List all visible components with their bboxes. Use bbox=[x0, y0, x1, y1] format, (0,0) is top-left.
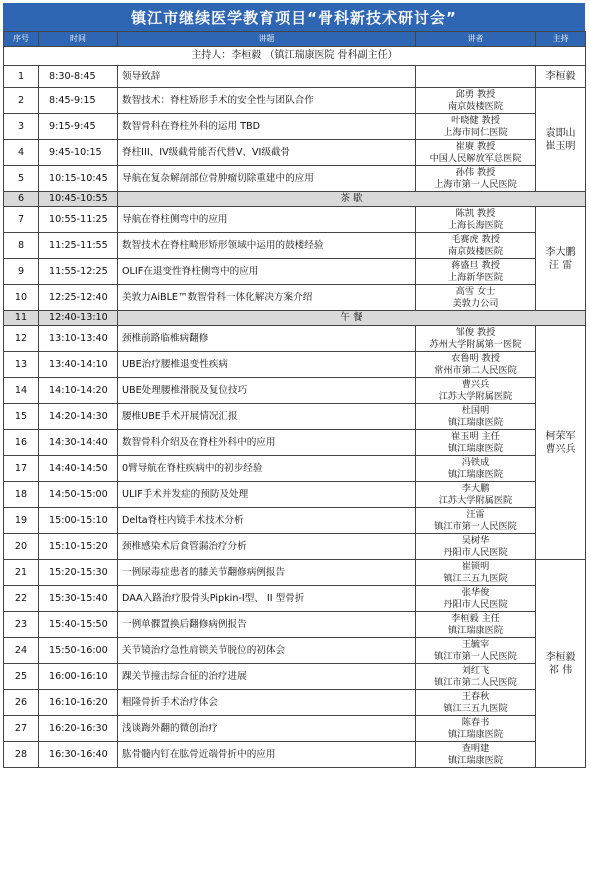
row-speaker bbox=[416, 690, 536, 716]
row-speaker bbox=[416, 560, 536, 586]
col-header-time: 时间 bbox=[39, 32, 118, 47]
speaker-name: 曹兴兵 bbox=[461, 378, 490, 390]
speaker-org: 镇江三五九医院 bbox=[443, 702, 508, 714]
col-header-index: 序号 bbox=[4, 32, 39, 47]
row-index: 2 bbox=[4, 88, 39, 114]
row-index: 5 bbox=[4, 166, 39, 192]
row-speaker bbox=[416, 285, 536, 311]
row-time: 12:40-13:10 bbox=[39, 311, 118, 326]
speaker-org: 中国人民解放军总医院 bbox=[429, 152, 522, 164]
row-time: 10:45-10:55 bbox=[39, 192, 118, 207]
row-index: 24 bbox=[4, 638, 39, 664]
speaker-name: 刘红飞 bbox=[461, 664, 490, 676]
table-row bbox=[4, 716, 586, 742]
speaker-org: 常州市第二人民医院 bbox=[434, 364, 517, 376]
table-row bbox=[4, 560, 586, 586]
speaker-name: 汪雷 bbox=[466, 508, 485, 520]
row-time: 14:30-14:40 bbox=[39, 430, 118, 456]
host-name: 袁即山 bbox=[545, 127, 576, 139]
row-topic: 数智技术：脊柱矫形手术的安全性与团队合作 bbox=[118, 88, 416, 114]
row-speaker bbox=[416, 456, 536, 482]
row-topic: 导航在脊柱侧弯中的应用 bbox=[118, 207, 416, 233]
row-index: 10 bbox=[4, 285, 39, 311]
speaker-org: 丹阳市人民医院 bbox=[443, 598, 508, 610]
table-row bbox=[4, 88, 586, 114]
row-index: 6 bbox=[4, 192, 39, 207]
row-index: 28 bbox=[4, 742, 39, 768]
table-row bbox=[4, 430, 586, 456]
row-index: 18 bbox=[4, 482, 39, 508]
row-time: 9:15-9:45 bbox=[39, 114, 118, 140]
row-topic: DAA入路治疗股骨头Pipkin-I型、 II 型骨折 bbox=[118, 586, 416, 612]
table-row bbox=[4, 378, 586, 404]
speaker-org: 江苏大学附属医院 bbox=[438, 390, 513, 402]
speaker-name: 杜国明 bbox=[461, 404, 490, 416]
row-topic: 踝关节撞击综合征的治疗进展 bbox=[118, 664, 416, 690]
host-name: 曹兴兵 bbox=[545, 443, 576, 455]
break-label: 午 餐 bbox=[118, 311, 586, 326]
row-index: 11 bbox=[4, 311, 39, 326]
table-row bbox=[4, 404, 586, 430]
row-index: 19 bbox=[4, 508, 39, 534]
row-speaker bbox=[416, 326, 536, 352]
speaker-org: 上海新华医院 bbox=[447, 271, 504, 283]
host-cell bbox=[536, 88, 586, 192]
row-time: 11:55-12:25 bbox=[39, 259, 118, 285]
speaker-org: 南京鼓楼医院 bbox=[447, 245, 504, 257]
table-row bbox=[4, 207, 586, 233]
speaker-org: 镇江市第二人民医院 bbox=[434, 676, 517, 688]
speaker-name: 蒋盛旦 教授 bbox=[451, 259, 500, 271]
row-time: 15:20-15:30 bbox=[39, 560, 118, 586]
host-cell bbox=[536, 207, 586, 311]
table-row bbox=[4, 66, 586, 88]
speaker-name: 王毓宰 bbox=[461, 638, 490, 650]
speaker-org: 镇江瑞康医院 bbox=[447, 728, 504, 740]
speaker-org: 镇江瑞康医院 bbox=[447, 416, 504, 428]
speaker-name: 张华俊 bbox=[461, 586, 490, 598]
row-index: 23 bbox=[4, 612, 39, 638]
row-topic: ULIF手术并发症的预防及处理 bbox=[118, 482, 416, 508]
row-speaker bbox=[416, 742, 536, 768]
row-time: 16:20-16:30 bbox=[39, 716, 118, 742]
row-index: 20 bbox=[4, 534, 39, 560]
row-time: 13:40-14:10 bbox=[39, 352, 118, 378]
break-row bbox=[4, 192, 586, 207]
speaker-org: 镇江瑞康医院 bbox=[447, 468, 504, 480]
speaker-org: 美敦力公司 bbox=[452, 297, 499, 309]
row-speaker bbox=[416, 638, 536, 664]
row-speaker bbox=[416, 233, 536, 259]
break-row bbox=[4, 311, 586, 326]
row-speaker bbox=[416, 88, 536, 114]
row-time: 8:30-8:45 bbox=[39, 66, 118, 88]
row-index: 27 bbox=[4, 716, 39, 742]
table-row bbox=[4, 690, 586, 716]
row-topic: 0臂导航在脊柱疾病中的初步经验 bbox=[118, 456, 416, 482]
col-header-topic: 讲题 bbox=[118, 32, 416, 47]
agenda-title: 镇江市继续医学教育项目“骨科新技术研讨会” bbox=[3, 3, 585, 31]
speaker-name: 冯铁成 bbox=[461, 456, 490, 468]
row-topic: 肱骨髓内钉在肱骨近端骨折中的应用 bbox=[118, 742, 416, 768]
row-time: 15:00-15:10 bbox=[39, 508, 118, 534]
row-time: 15:40-15:50 bbox=[39, 612, 118, 638]
speaker-name: 高雪 女士 bbox=[455, 285, 496, 297]
row-speaker bbox=[416, 378, 536, 404]
speaker-org: 丹阳市人民医院 bbox=[443, 546, 508, 558]
table-row bbox=[4, 166, 586, 192]
table-row bbox=[4, 586, 586, 612]
row-index: 16 bbox=[4, 430, 39, 456]
speaker-org: 镇江瑞康医院 bbox=[447, 624, 504, 636]
host-line-row bbox=[4, 47, 586, 66]
row-index: 13 bbox=[4, 352, 39, 378]
row-index: 12 bbox=[4, 326, 39, 352]
row-index: 9 bbox=[4, 259, 39, 285]
row-index: 14 bbox=[4, 378, 39, 404]
row-time: 16:10-16:20 bbox=[39, 690, 118, 716]
row-index: 4 bbox=[4, 140, 39, 166]
speaker-org: 江苏大学附属医院 bbox=[438, 494, 513, 506]
row-time: 11:25-11:55 bbox=[39, 233, 118, 259]
speaker-name: 吴树华 bbox=[461, 534, 490, 546]
speaker-name: 孙伟 教授 bbox=[455, 166, 496, 178]
row-index: 1 bbox=[4, 66, 39, 88]
row-speaker bbox=[416, 404, 536, 430]
host-cell bbox=[536, 560, 586, 768]
table-row bbox=[4, 140, 586, 166]
speaker-name: 崔赓 教授 bbox=[455, 140, 496, 152]
row-time: 9:45-10:15 bbox=[39, 140, 118, 166]
speaker-name: 崔锁明 bbox=[461, 560, 490, 572]
row-topic: 导航在复杂解剖部位骨肿瘤切除重建中的应用 bbox=[118, 166, 416, 192]
row-topic: 浅谈踇外翻的微创治疗 bbox=[118, 716, 416, 742]
row-topic: 数智骨科在脊柱外科的运用 TBD bbox=[118, 114, 416, 140]
speaker-org: 苏州大学附属第一医院 bbox=[429, 338, 522, 350]
table-row bbox=[4, 233, 586, 259]
row-time: 10:55-11:25 bbox=[39, 207, 118, 233]
table-row bbox=[4, 326, 586, 352]
table-row bbox=[4, 638, 586, 664]
row-time: 15:50-16:00 bbox=[39, 638, 118, 664]
speaker-org: 镇江市第一人民医院 bbox=[434, 650, 517, 662]
speaker-org: 南京鼓楼医院 bbox=[447, 100, 504, 112]
row-speaker bbox=[416, 259, 536, 285]
row-topic: 领导致辞 bbox=[118, 66, 416, 88]
row-speaker bbox=[416, 66, 536, 88]
host-name: 李桓毅 bbox=[545, 651, 576, 663]
table-row bbox=[4, 285, 586, 311]
table-row bbox=[4, 534, 586, 560]
speaker-name: 李桓毅 主任 bbox=[451, 612, 500, 624]
row-index: 17 bbox=[4, 456, 39, 482]
speaker-name: 农鲁明 教授 bbox=[451, 352, 500, 364]
table-row bbox=[4, 664, 586, 690]
header-row bbox=[4, 32, 586, 47]
row-topic: 腰椎UBE手术开展情况汇报 bbox=[118, 404, 416, 430]
row-topic: 颈椎前路临椎病翻修 bbox=[118, 326, 416, 352]
speaker-name: 查明建 bbox=[461, 742, 490, 754]
speaker-org: 上海市同仁医院 bbox=[443, 126, 508, 138]
row-time: 15:10-15:20 bbox=[39, 534, 118, 560]
speaker-name: 崔玉明 主任 bbox=[451, 430, 500, 442]
speaker-name: 陈凯 教授 bbox=[455, 207, 496, 219]
speaker-org: 镇江瑞康医院 bbox=[447, 442, 504, 454]
row-speaker bbox=[416, 207, 536, 233]
speaker-name: 毛赛虎 教授 bbox=[451, 233, 500, 245]
host-name: 柯荣军 bbox=[545, 430, 576, 442]
row-time: 13:10-13:40 bbox=[39, 326, 118, 352]
row-topic: 脊柱III、IV级截骨能否代替V、VI级截骨 bbox=[118, 140, 416, 166]
row-time: 15:30-15:40 bbox=[39, 586, 118, 612]
agenda-sheet bbox=[3, 3, 585, 768]
row-time: 14:10-14:20 bbox=[39, 378, 118, 404]
table-row bbox=[4, 742, 586, 768]
row-topic: UBE处理腰椎滑脱及复位技巧 bbox=[118, 378, 416, 404]
table-row bbox=[4, 352, 586, 378]
row-index: 15 bbox=[4, 404, 39, 430]
speaker-name: 陈春书 bbox=[461, 716, 490, 728]
row-topic: Delta脊柱内镜手术技术分析 bbox=[118, 508, 416, 534]
row-time: 10:15-10:45 bbox=[39, 166, 118, 192]
table-row bbox=[4, 259, 586, 285]
row-index: 3 bbox=[4, 114, 39, 140]
speaker-name: 王春秋 bbox=[461, 690, 490, 702]
col-header-speaker: 讲者 bbox=[416, 32, 536, 47]
row-speaker bbox=[416, 430, 536, 456]
row-topic: 颈椎感染术后食管漏治疗分析 bbox=[118, 534, 416, 560]
speaker-org: 上海长海医院 bbox=[447, 219, 504, 231]
host-cell bbox=[536, 326, 586, 560]
row-time: 16:30-16:40 bbox=[39, 742, 118, 768]
speaker-name: 叶晓健 教授 bbox=[451, 114, 500, 126]
row-speaker bbox=[416, 166, 536, 192]
row-time: 12:25-12:40 bbox=[39, 285, 118, 311]
col-header-host: 主持 bbox=[536, 32, 586, 47]
speaker-org: 上海市第一人民医院 bbox=[434, 178, 517, 190]
row-topic: 数智骨科介绍及在脊柱外科中的应用 bbox=[118, 430, 416, 456]
row-time: 14:20-14:30 bbox=[39, 404, 118, 430]
break-label: 茶 歇 bbox=[118, 192, 586, 207]
speaker-org: 镇江瑞康医院 bbox=[447, 754, 504, 766]
row-time: 16:00-16:10 bbox=[39, 664, 118, 690]
row-speaker bbox=[416, 140, 536, 166]
row-index: 7 bbox=[4, 207, 39, 233]
table-row bbox=[4, 612, 586, 638]
speaker-org: 镇江市第一人民医院 bbox=[434, 520, 517, 532]
host-name: 祁 伟 bbox=[548, 664, 573, 676]
row-time: 14:50-15:00 bbox=[39, 482, 118, 508]
speaker-name: 邹俊 教授 bbox=[455, 326, 496, 338]
row-index: 8 bbox=[4, 233, 39, 259]
row-speaker bbox=[416, 352, 536, 378]
row-speaker bbox=[416, 534, 536, 560]
host-name: 李大鹏 bbox=[545, 246, 576, 258]
row-speaker bbox=[416, 482, 536, 508]
agenda-table bbox=[3, 31, 586, 768]
row-topic: 关节镜治疗急性肩锁关节脱位的初体会 bbox=[118, 638, 416, 664]
host-line: 主持人：李桓毅 （镇江瑞康医院 骨科副主任） bbox=[4, 47, 586, 66]
row-topic: 美敦力AiBLE™数智骨科一体化解决方案介绍 bbox=[118, 285, 416, 311]
row-speaker bbox=[416, 508, 536, 534]
row-topic: 粗隆骨折手术治疗体会 bbox=[118, 690, 416, 716]
row-topic: OLIF在退变性脊柱侧弯中的应用 bbox=[118, 259, 416, 285]
speaker-name: 邱勇 教授 bbox=[455, 88, 496, 100]
row-topic: 数智技术在脊柱畸形矫形领域中运用的鼓楼经验 bbox=[118, 233, 416, 259]
row-speaker bbox=[416, 664, 536, 690]
row-index: 25 bbox=[4, 664, 39, 690]
table-row bbox=[4, 114, 586, 140]
table-row bbox=[4, 482, 586, 508]
speaker-name: 李大鹏 bbox=[461, 482, 490, 494]
host-cell: 李桓毅 bbox=[536, 66, 586, 88]
host-name: 崔玉明 bbox=[545, 140, 576, 152]
row-topic: 一例尿毒症患者的膝关节翻修病例报告 bbox=[118, 560, 416, 586]
host-name: 汪 雷 bbox=[548, 259, 573, 271]
row-time: 8:45-9:15 bbox=[39, 88, 118, 114]
row-speaker bbox=[416, 586, 536, 612]
table-row bbox=[4, 456, 586, 482]
row-time: 14:40-14:50 bbox=[39, 456, 118, 482]
row-index: 26 bbox=[4, 690, 39, 716]
row-speaker bbox=[416, 716, 536, 742]
row-index: 22 bbox=[4, 586, 39, 612]
row-topic: UBE治疗腰椎退变性疾病 bbox=[118, 352, 416, 378]
row-index: 21 bbox=[4, 560, 39, 586]
row-speaker bbox=[416, 114, 536, 140]
row-speaker bbox=[416, 612, 536, 638]
table-row bbox=[4, 508, 586, 534]
speaker-org: 镇江三五九医院 bbox=[443, 572, 508, 584]
row-topic: 一例单髁置换后翻修病例报告 bbox=[118, 612, 416, 638]
